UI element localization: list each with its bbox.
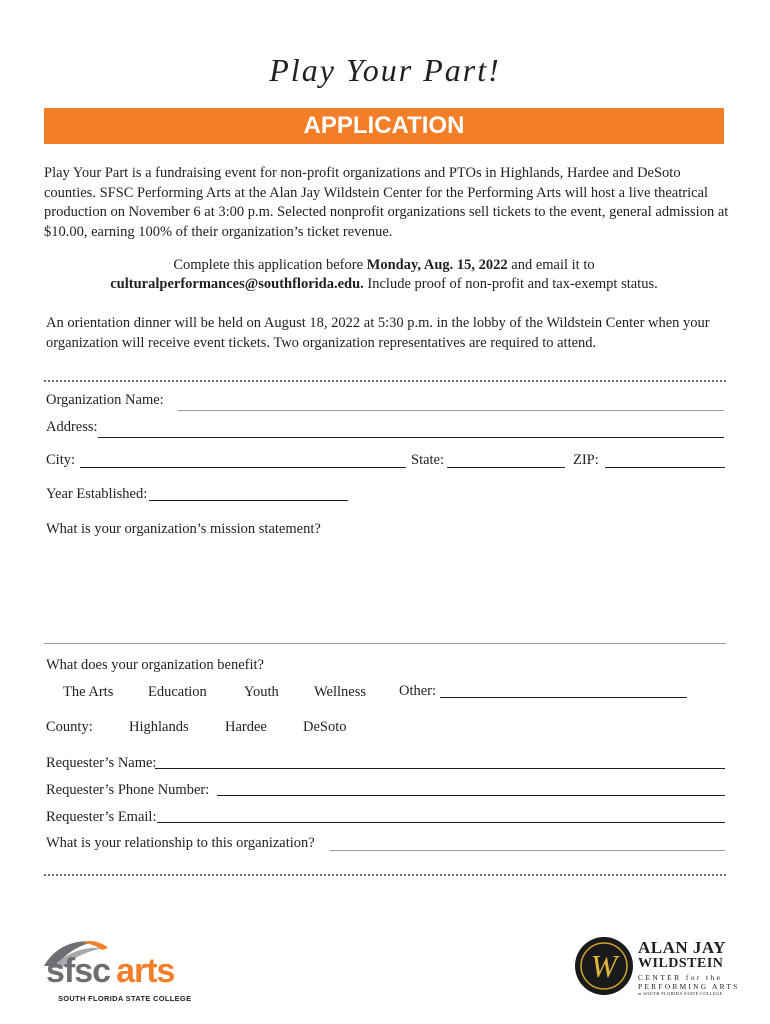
benefit-option-youth[interactable]: Youth <box>244 684 279 700</box>
deadline-date: Monday, Aug. 15, 2022 <box>366 257 508 273</box>
w-monogram-icon <box>574 936 634 996</box>
city-field[interactable] <box>80 467 406 468</box>
sfsc-arts-logo <box>42 936 202 1006</box>
county-option-hardee[interactable]: Hardee <box>225 719 267 735</box>
deadline-suffix: and email it to <box>507 257 595 273</box>
county-option-desoto[interactable]: DeSoto <box>303 719 347 735</box>
orientation-text: An orientation dinner will be held on August 18, 2022 at 5:30 p.m. in the lobby of the Wildstein Center when your organization will receive event tickets. Two organization representatives are required to attend. <box>46 315 710 351</box>
svg-text:W: W <box>590 948 618 984</box>
logo-line1: ALAN JAY <box>638 938 726 957</box>
county-label: County: <box>46 719 93 735</box>
email-suffix: Include proof of non-profit and tax-exempt status. <box>363 276 658 292</box>
address-label: Address: <box>46 419 98 435</box>
zip-field[interactable] <box>605 467 725 468</box>
zip-label: ZIP: <box>573 452 599 468</box>
logo-college-name: SOUTH FLORIDA STATE COLLEGE <box>58 994 192 1003</box>
intro-paragraph: Play Your Part is a fundraising event for non-profit organizations and PTOs in Highlands, Hardee and DeSoto counties. SFSC Performing Arts at the Alan Jay Wildstein Center for the Performing Arts will host a live theatrical production on November 6 at 3:00 p.m. Selected nonprofit organizations sell tickets to the event, general admission at $10.00, earning 100% of their organization’s ticket revenue. <box>44 165 729 240</box>
logo-line2: WILDSTEIN <box>638 956 724 971</box>
divider <box>44 643 726 644</box>
requester-name-label: Requester’s Name: <box>46 755 157 771</box>
banner-label: APPLICATION <box>303 112 465 139</box>
benefit-option-wellness[interactable]: Wellness <box>314 684 366 700</box>
mission-label: What is your organization’s mission statement? <box>46 521 321 537</box>
divider <box>44 874 726 876</box>
benefit-option-education[interactable]: Education <box>148 684 207 700</box>
city-label: City: <box>46 452 76 468</box>
application-banner <box>44 108 724 144</box>
benefit-question: What does your organization benefit? <box>46 657 264 673</box>
state-field[interactable] <box>447 467 565 468</box>
wildstein-logo <box>574 936 740 1000</box>
logo-line4: PERFORMING ARTS <box>638 982 740 991</box>
org-name-label: Organization Name: <box>46 392 164 408</box>
deadline-prefix: Complete this application before <box>173 257 367 273</box>
page-title: Play Your Part! <box>269 52 501 88</box>
relationship-label: What is your relationship to this organization? <box>46 835 315 851</box>
deadline-text <box>44 256 724 276</box>
logo-sfsc: sfsc <box>46 952 111 990</box>
requester-phone-label: Requester’s Phone Number: <box>46 782 210 798</box>
benefit-other-label: Other: <box>399 683 437 699</box>
logo-arts: arts <box>116 952 175 990</box>
year-label: Year Established: <box>46 486 148 502</box>
org-name-field[interactable] <box>178 410 724 411</box>
requester-email-label: Requester’s Email: <box>46 809 157 825</box>
benefit-other-field[interactable] <box>440 697 687 698</box>
requester-email-field[interactable] <box>157 822 725 823</box>
address-field[interactable] <box>98 437 724 438</box>
mission-field[interactable] <box>46 542 726 638</box>
requester-name-field[interactable] <box>155 768 725 769</box>
logo-wordmark <box>46 952 174 991</box>
year-field[interactable] <box>149 500 348 501</box>
benefit-option-arts[interactable]: The Arts <box>63 684 114 700</box>
state-label: State: <box>411 452 445 468</box>
divider <box>44 380 726 382</box>
relationship-field[interactable] <box>330 850 725 851</box>
requester-phone-field[interactable] <box>217 795 725 796</box>
logo-line5: at SOUTH FLORIDA STATE COLLEGE <box>638 991 723 996</box>
contact-email: culturalperformances@southflorida.edu. <box>110 276 364 292</box>
county-option-highlands[interactable]: Highlands <box>129 719 189 735</box>
logo-line3: CENTER for the <box>638 973 723 982</box>
email-line <box>44 275 724 295</box>
